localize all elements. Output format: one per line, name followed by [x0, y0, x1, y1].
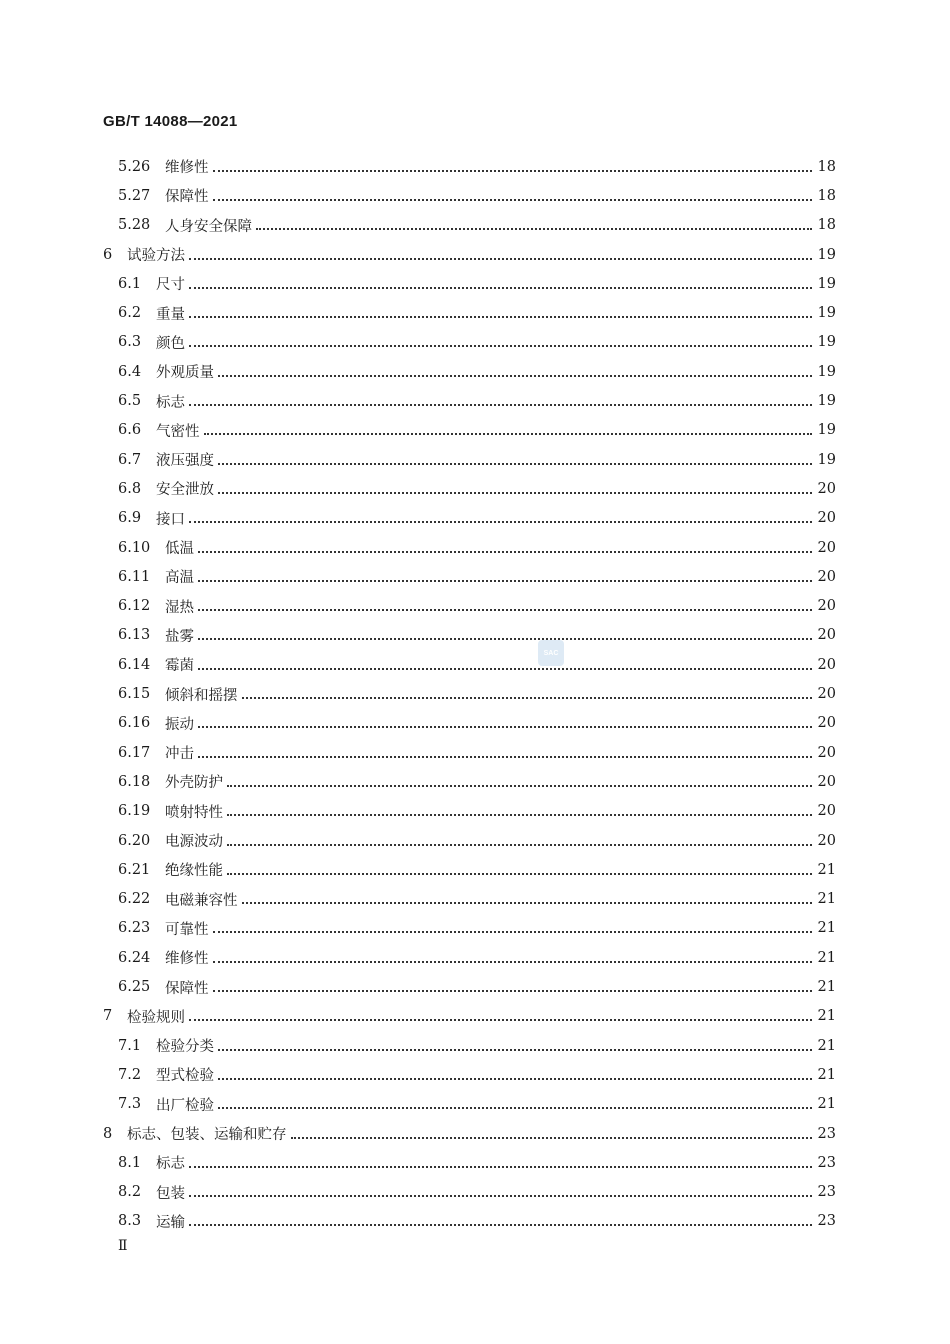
toc-leader-dots [198, 658, 812, 672]
toc-leader-dots [218, 1039, 812, 1053]
toc-leader-dots [198, 716, 812, 730]
toc-leader-dots [291, 1127, 813, 1141]
toc-entry[interactable] [118, 211, 836, 240]
toc-entry-number: 8.1 [118, 1154, 142, 1171]
toc-entry-page: 19 [817, 246, 836, 263]
toc-entry-title: 可靠性 [165, 921, 209, 938]
toc-leader-dots [213, 189, 813, 203]
toc-entry-title: 霉菌 [165, 658, 194, 675]
sac-watermark-logo: SAC [538, 640, 564, 666]
toc-entry-page: 20 [817, 686, 836, 703]
toc-entry-page: 20 [817, 715, 836, 732]
toc-entry-title: 接口 [156, 511, 185, 528]
toc-entry-number: 6.16 [118, 715, 151, 732]
toc-leader-dots [213, 921, 813, 935]
toc-entry-page: 23 [817, 1213, 836, 1230]
toc-entry-title: 外壳防护 [165, 775, 223, 792]
toc-entry-number: 6.18 [118, 773, 151, 790]
toc-entry-number: 6.20 [118, 832, 151, 849]
toc-leader-dots [213, 160, 813, 174]
toc-entry[interactable] [118, 504, 836, 533]
toc-entry-title: 气密性 [156, 423, 200, 440]
toc-entry-number: 6.24 [118, 949, 151, 966]
toc-entry-number: 6.17 [118, 744, 151, 761]
toc-entry-title: 保障性 [165, 980, 209, 997]
toc-entry-page: 23 [817, 1125, 836, 1142]
toc-entry[interactable] [118, 738, 836, 767]
toc-entry[interactable] [118, 797, 836, 826]
toc-entry-title: 绝缘性能 [165, 863, 223, 880]
toc-entry-page: 20 [817, 832, 836, 849]
page-number: Ⅱ [118, 1238, 128, 1254]
toc-entry-number: 6.3 [118, 334, 142, 351]
toc-entry-title: 运输 [156, 1214, 185, 1231]
toc-entry-page: 20 [817, 598, 836, 615]
toc-entry-title: 重量 [156, 306, 185, 323]
toc-entry-number: 7.1 [118, 1037, 142, 1054]
toc-leader-dots [189, 335, 812, 349]
toc-entry-page: 23 [817, 1154, 836, 1171]
toc-entry-page: 20 [817, 803, 836, 820]
toc-entry[interactable] [103, 240, 836, 269]
toc-entry-title: 维修性 [165, 160, 209, 177]
toc-entry-page: 21 [817, 949, 836, 966]
toc-entry[interactable] [118, 972, 836, 1001]
toc-entry[interactable] [118, 357, 836, 386]
toc-entry[interactable] [118, 1207, 836, 1236]
toc-entry-page: 18 [817, 187, 836, 204]
toc-entry[interactable] [118, 416, 836, 445]
toc-entry-page: 21 [817, 920, 836, 937]
toc-entry-number: 6.2 [118, 305, 142, 322]
toc-entry-title: 喷射特性 [165, 804, 223, 821]
toc-entry-page: 20 [817, 568, 836, 585]
toc-entry-number: 6.21 [118, 861, 151, 878]
toc-entry-title: 标志 [156, 1156, 185, 1173]
toc-leader-dots [227, 804, 812, 818]
toc-entry-page: 21 [817, 1096, 836, 1113]
toc-entry-number: 8.2 [118, 1184, 142, 1201]
toc-entry[interactable] [118, 1031, 836, 1060]
toc-entry[interactable] [118, 1178, 836, 1207]
toc-entry-number: 6.19 [118, 803, 151, 820]
toc-entry-page: 21 [817, 1037, 836, 1054]
toc-entry-title: 人身安全保障 [165, 218, 252, 235]
toc-entry-number: 6.5 [118, 393, 142, 410]
toc-entry-number: 6.8 [118, 480, 142, 497]
toc-leader-dots [218, 482, 812, 496]
toc-entry[interactable] [118, 445, 836, 474]
toc-entry-number: 8.3 [118, 1213, 142, 1230]
toc-entry-page: 20 [817, 480, 836, 497]
toc-entry-page: 21 [817, 891, 836, 908]
toc-entry-page: 19 [817, 334, 836, 351]
toc-entry-title: 振动 [165, 716, 194, 733]
toc-entry-title: 型式检验 [156, 1068, 214, 1085]
toc-leader-dots [204, 423, 813, 437]
toc-entry[interactable] [118, 885, 836, 914]
toc-entry-number: 7 [103, 1008, 113, 1025]
toc-leader-dots [189, 1156, 812, 1170]
toc-entry[interactable] [118, 562, 836, 591]
toc-entry-number: 5.28 [118, 217, 151, 234]
toc-entry-page: 21 [817, 1008, 836, 1025]
toc-entry-page: 20 [817, 539, 836, 556]
toc-entry[interactable] [118, 269, 836, 298]
toc-entry-page: 20 [817, 773, 836, 790]
toc-entry-title: 外观质量 [156, 365, 214, 382]
toc-entry-number: 6 [103, 246, 113, 263]
toc-entry-page: 19 [817, 451, 836, 468]
toc-leader-dots [189, 511, 812, 525]
toc-entry-page: 21 [817, 861, 836, 878]
toc-leader-dots [189, 394, 812, 408]
toc-entry-title: 盐雾 [165, 628, 194, 645]
toc-entry-number: 7.2 [118, 1066, 142, 1083]
toc-entry-number: 5.27 [118, 187, 151, 204]
toc-entry-page: 21 [817, 1066, 836, 1083]
toc-leader-dots [213, 951, 813, 965]
toc-leader-dots [189, 277, 812, 291]
toc-entry-title: 包装 [156, 1185, 185, 1202]
toc-entry[interactable] [118, 181, 836, 210]
toc-entry-number: 6.25 [118, 979, 151, 996]
toc-leader-dots [198, 628, 812, 642]
toc-entry-number: 6.7 [118, 451, 142, 468]
toc-entry[interactable] [118, 621, 836, 650]
toc-entry[interactable] [103, 1119, 836, 1148]
toc-entry[interactable] [118, 299, 836, 328]
toc-entry[interactable] [118, 1060, 836, 1089]
toc-entry-number: 6.4 [118, 363, 142, 380]
toc-leader-dots [198, 746, 812, 760]
toc-entry[interactable] [118, 826, 836, 855]
toc-leader-dots [218, 365, 812, 379]
toc-leader-dots [242, 892, 813, 906]
toc-entry[interactable] [118, 1090, 836, 1119]
toc-entry-page: 20 [817, 627, 836, 644]
toc-leader-dots [227, 775, 812, 789]
toc-entry-title: 颜色 [156, 335, 185, 352]
toc-entry-title: 标志、包装、运输和贮存 [127, 1127, 287, 1144]
toc-entry-number: 6.23 [118, 920, 151, 937]
toc-leader-dots [218, 1068, 812, 1082]
toc-entry-title: 标志 [156, 394, 185, 411]
toc-entry-number: 6.22 [118, 891, 151, 908]
toc-entry-number: 6.12 [118, 598, 151, 615]
toc-entry-title: 冲击 [165, 746, 194, 763]
toc-entry-title: 尺寸 [156, 277, 185, 294]
toc-entry[interactable] [118, 328, 836, 357]
toc-entry-title: 试验方法 [127, 248, 185, 265]
toc-leader-dots [227, 863, 812, 877]
toc-entry[interactable] [118, 914, 836, 943]
toc-entry-page: 19 [817, 393, 836, 410]
toc-entry-page: 19 [817, 275, 836, 292]
toc-entry[interactable] [118, 152, 836, 181]
toc-leader-dots [227, 834, 812, 848]
toc-entry[interactable] [118, 474, 836, 503]
toc-leader-dots [242, 687, 813, 701]
toc-entry-page: 19 [817, 422, 836, 439]
toc-entry[interactable] [118, 1148, 836, 1177]
toc-leader-dots [189, 1009, 812, 1023]
toc-leader-dots [218, 1097, 812, 1111]
toc-entry-number: 5.26 [118, 158, 151, 175]
toc-entry-title: 倾斜和摇摆 [165, 687, 238, 704]
toc-entry-number: 6.10 [118, 539, 151, 556]
toc-leader-dots [189, 248, 812, 262]
toc-entry-title: 维修性 [165, 951, 209, 968]
toc-entry[interactable] [118, 592, 836, 621]
toc-entry-page: 20 [817, 510, 836, 527]
toc-leader-dots [198, 599, 812, 613]
toc-leader-dots [198, 570, 812, 584]
toc-entry-title: 保障性 [165, 189, 209, 206]
toc-leader-dots [213, 980, 813, 994]
toc-entry-number: 6.6 [118, 422, 142, 439]
toc-entry-number: 6.9 [118, 510, 142, 527]
toc-entry-title: 液压强度 [156, 453, 214, 470]
toc-entry-number: 7.3 [118, 1096, 142, 1113]
toc-entry-page: 19 [817, 363, 836, 380]
toc-entry-title: 电磁兼容性 [165, 892, 238, 909]
toc-entry-page: 19 [817, 305, 836, 322]
toc-entry-title: 检验规则 [127, 1009, 185, 1026]
toc-entry[interactable] [118, 533, 836, 562]
toc-leader-dots [218, 453, 812, 467]
standard-code: GB/T 14088—2021 [103, 113, 238, 130]
toc-entry-page: 18 [817, 217, 836, 234]
toc-leader-dots [198, 541, 812, 555]
toc-entry-page: 20 [817, 656, 836, 673]
toc-entry-title: 低温 [165, 541, 194, 558]
toc-entry-number: 6.11 [118, 568, 151, 585]
toc-entry-title: 出厂检验 [156, 1097, 214, 1114]
toc-entry-page: 21 [817, 979, 836, 996]
toc-entry[interactable] [118, 679, 836, 708]
toc-leader-dots [189, 306, 812, 320]
toc-entry-page: 20 [817, 744, 836, 761]
toc-entry-number: 6.1 [118, 275, 142, 292]
toc-leader-dots [256, 218, 812, 232]
toc-entry-title: 安全泄放 [156, 482, 214, 499]
toc-leader-dots [189, 1214, 812, 1228]
toc-entry-page: 18 [817, 158, 836, 175]
toc-entry-title: 高温 [165, 570, 194, 587]
toc-entry[interactable] [118, 767, 836, 796]
toc-entry-number: 8 [103, 1125, 113, 1142]
toc-entry-title: 检验分类 [156, 1039, 214, 1056]
toc-entry-number: 6.13 [118, 627, 151, 644]
toc-entry-title: 电源波动 [165, 834, 223, 851]
toc-entry-page: 23 [817, 1184, 836, 1201]
toc-leader-dots [189, 1185, 812, 1199]
toc-entry[interactable] [118, 386, 836, 415]
toc-entry[interactable] [118, 855, 836, 884]
toc-entry-number: 6.15 [118, 686, 151, 703]
toc-entry[interactable] [103, 1002, 836, 1031]
toc-entry[interactable] [118, 709, 836, 738]
toc-entry[interactable] [118, 650, 836, 679]
toc-entry-number: 6.14 [118, 656, 151, 673]
toc-entry-title: 湿热 [165, 599, 194, 616]
toc-entry[interactable] [118, 943, 836, 972]
